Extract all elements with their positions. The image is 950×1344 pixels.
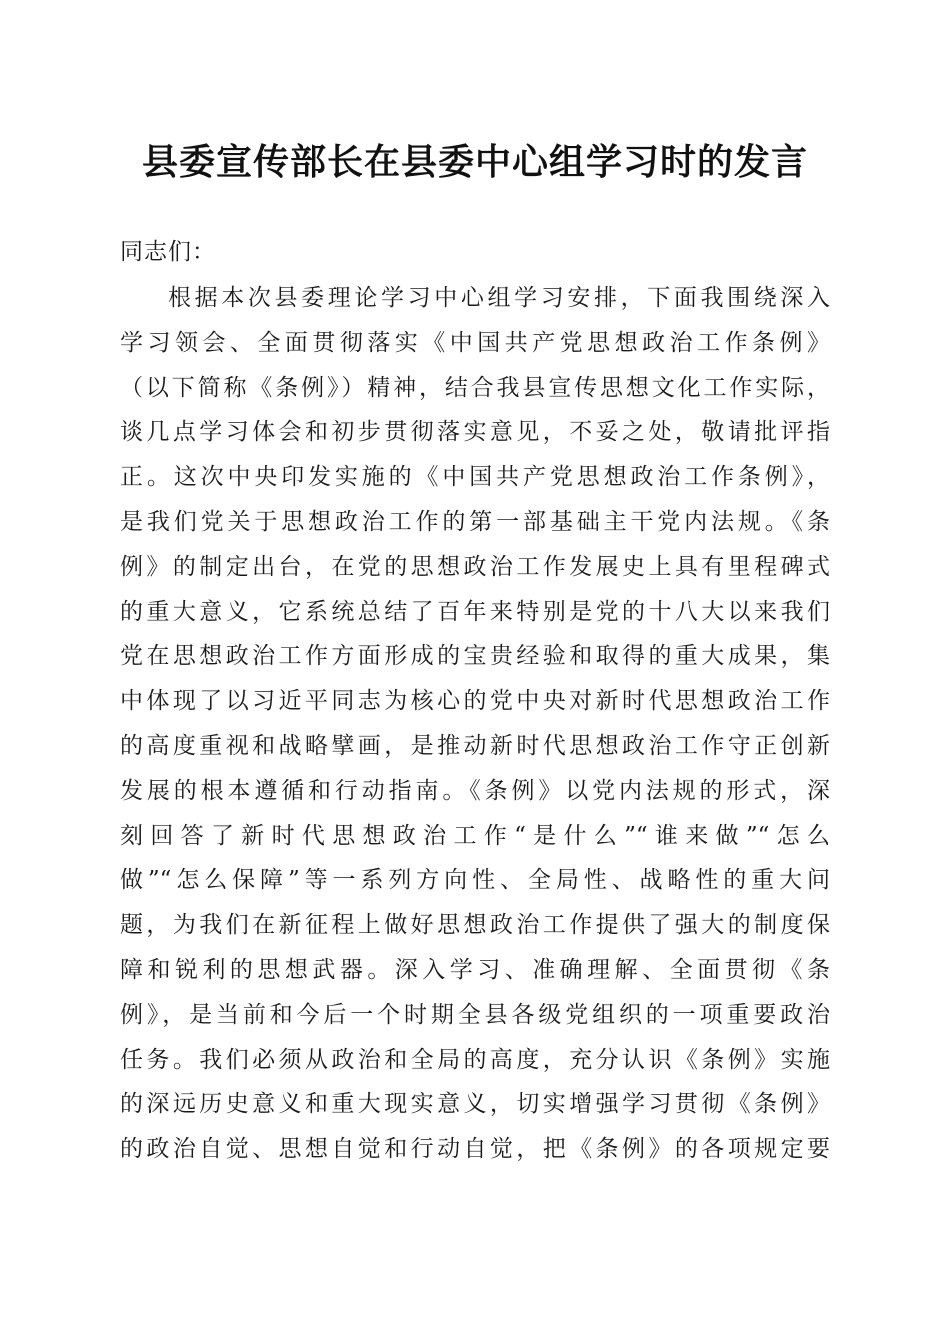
salutation: 同志们： — [120, 239, 216, 265]
body-line: 任务。我们必须从政治和全局的高度，充分认识《条例》实施 — [120, 1046, 830, 1073]
body-line: 题，为我们在新征程上做好思想政治工作提供了强大的制度保 — [120, 912, 830, 939]
body-line: （以下简称《条例》）精神，结合我县宣传思想文化工作实际， — [120, 374, 830, 401]
body-line: 的重大意义，它系统总结了百年来特别是党的十八大以来我们 — [120, 598, 830, 625]
document-title: 县委宣传部长在县委中心组学习时的发言 — [141, 141, 808, 183]
body-line: 例》，是当前和今后一个时期全县各级党组织的一项重要政治 — [120, 1001, 830, 1028]
body-line: 党在思想政治工作方面形成的宝贵经验和取得的重大成果，集 — [120, 643, 830, 670]
body-line: 发展的根本遵循和行动指南。《条例》以党内法规的形式，深 — [120, 777, 830, 804]
body-paragraph — [120, 276, 830, 1172]
body-line: 的高度重视和战略擘画，是推动新时代思想政治工作守正创新 — [120, 732, 830, 759]
body-line: 的深远历史意义和重大现实意义，切实增强学习贯彻《条例》 — [120, 1091, 830, 1118]
body-line: 做”“怎么保障”等一系列方向性、全局性、战略性的重大问 — [120, 867, 830, 894]
body-line: 正。这次中央印发实施的《中国共产党思想政治工作条例》， — [120, 464, 830, 491]
body-line: 谈几点学习体会和初步贯彻落实意见，不妥之处，敬请批评指 — [120, 419, 830, 446]
body-line: 是我们党关于思想政治工作的第一部基础主干党内法规。《条 — [120, 508, 830, 535]
body-line: 中体现了以习近平同志为核心的党中央对新时代思想政治工作 — [120, 688, 830, 715]
body-line: 例》的制定出台，在党的思想政治工作发展史上具有里程碑式 — [120, 553, 830, 580]
body-line: 障和锐利的思想武器。深入学习、准确理解、全面贯彻《条 — [120, 956, 830, 983]
body-line: 的政治自觉、思想自觉和行动自觉，把《条例》的各项规定要 — [120, 1136, 830, 1163]
body-line: 刻回答了新时代思想政治工作“是什么”“谁来做”“怎么 — [120, 822, 830, 849]
body-line: 根据本次县委理论学习中心组学习安排，下面我围绕深入 — [168, 285, 830, 311]
body-line: 学习领会、全面贯彻落实《中国共产党思想政治工作条例》 — [120, 329, 830, 356]
